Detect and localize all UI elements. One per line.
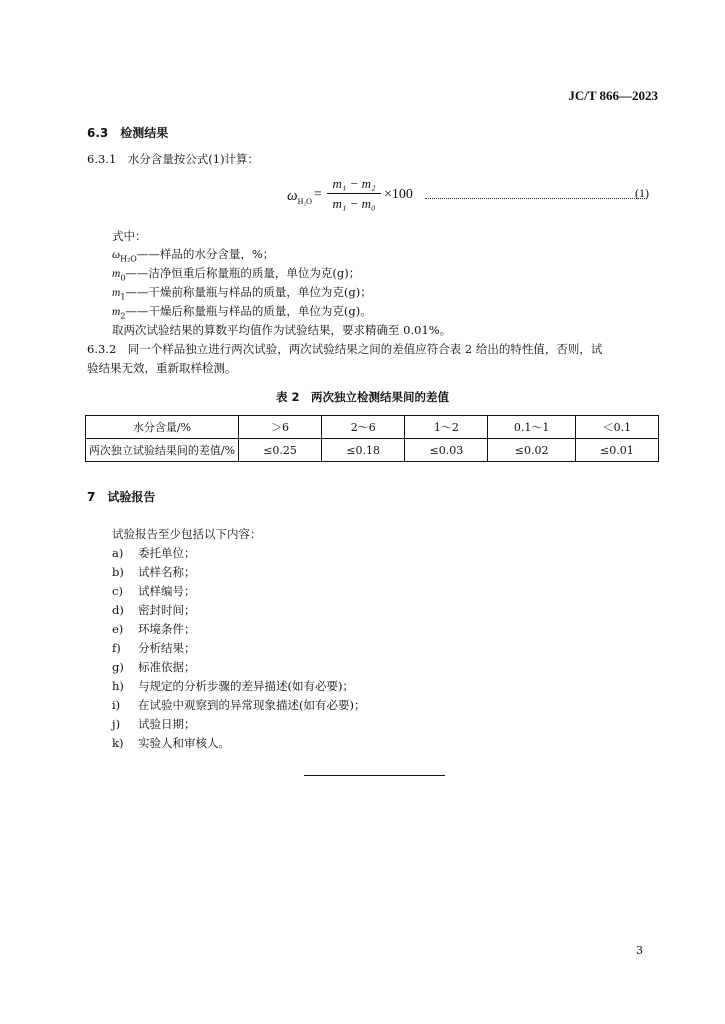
variable-definition: $m_1——$干燥前称量瓶与样品的质量，单位为克(g)； [112, 285, 372, 302]
formula-numerator: m₁ − m₂ [327, 176, 381, 194]
table-cell: ≤0.03 [405, 439, 488, 462]
table-cell: ≤0.02 [488, 439, 575, 462]
variable-definition: $m_2——$干燥后称量瓶与样品的质量，单位为克(g)。 [112, 304, 372, 321]
report-intro: 试验报告至少包括以下内容： [112, 527, 262, 541]
list-item: d) 密封时间； [112, 603, 196, 617]
list-item: j) 试验日期； [112, 717, 196, 731]
section-6-3-2-line1: 6.3.2 同一个样品独立进行两次试验，两次试验结果之间的差值应符合表 2 给出的特性值，否则，试 [87, 342, 603, 356]
table-cell: 2～6 [322, 416, 405, 439]
list-item: f) 分析结果； [112, 641, 196, 655]
section-6-3-2-line2: 验结果无效，重新取样检测。 [87, 361, 237, 375]
list-item: c) 试样编号； [112, 584, 196, 598]
table-2-caption: 表 2 两次独立检测结果间的差值 [275, 390, 449, 404]
page-number: 3 [636, 944, 643, 957]
list-item: i) 在试验中观察到的异常现象描述(如有必要)； [112, 698, 366, 712]
table-2 [85, 415, 659, 462]
average-note: 取两次试验结果的算数平均值作为试验结果，要求精确至 0.01%。 [112, 323, 452, 337]
table-cell: ＞6 [239, 416, 322, 439]
list-item: h) 与规定的分析步骤的差异描述(如有必要)； [112, 679, 354, 693]
formula-fraction [327, 176, 381, 212]
formula-lhs: $\omega_{H_2O}$ [287, 188, 312, 206]
list-item: b) 试样名称； [112, 565, 196, 579]
table-cell: 1～2 [405, 416, 488, 439]
list-item: e) 环境条件； [112, 622, 196, 636]
variable-definition: $m_0——$洁净恒重后称量瓶的质量，单位为克(g)； [112, 266, 361, 283]
variable-definition: $\omega_{H_2O}——$样品的水分含量，%； [112, 247, 275, 264]
end-rule-divider [304, 775, 445, 776]
formula-leader-dots [425, 187, 647, 199]
table-row [86, 439, 659, 462]
table-cell: 0.1～1 [488, 416, 575, 439]
section-6-3-heading: 6.3 检测结果 [87, 126, 169, 140]
table-cell: ≤0.01 [575, 439, 658, 462]
table-cell: 两次独立试验结果间的差值/% [86, 439, 239, 462]
list-item: a) 委托单位； [112, 546, 196, 560]
table-cell: ＜0.1 [575, 416, 658, 439]
table-row [86, 416, 659, 439]
section-7-heading: 7 试验报告 [87, 490, 156, 504]
section-6-3-1-text: 6.3.1 水分含量按公式(1)计算： [87, 152, 260, 166]
list-item: g) 标准依据； [112, 660, 196, 674]
document-code: JC/T 866—2023 [568, 88, 658, 103]
formula-equals: = [314, 187, 322, 202]
formula-number: (1) [635, 186, 649, 200]
table-cell: 水分含量/% [86, 416, 239, 439]
formula-denominator: m₁ − m₀ [332, 196, 376, 211]
table-cell: ≤0.18 [322, 439, 405, 462]
list-item: k) 实验人和审核人。 [112, 736, 230, 750]
table-cell: ≤0.25 [239, 439, 322, 462]
where-label: 式中： [112, 229, 147, 243]
formula-multiplier: ×100 [384, 187, 413, 202]
